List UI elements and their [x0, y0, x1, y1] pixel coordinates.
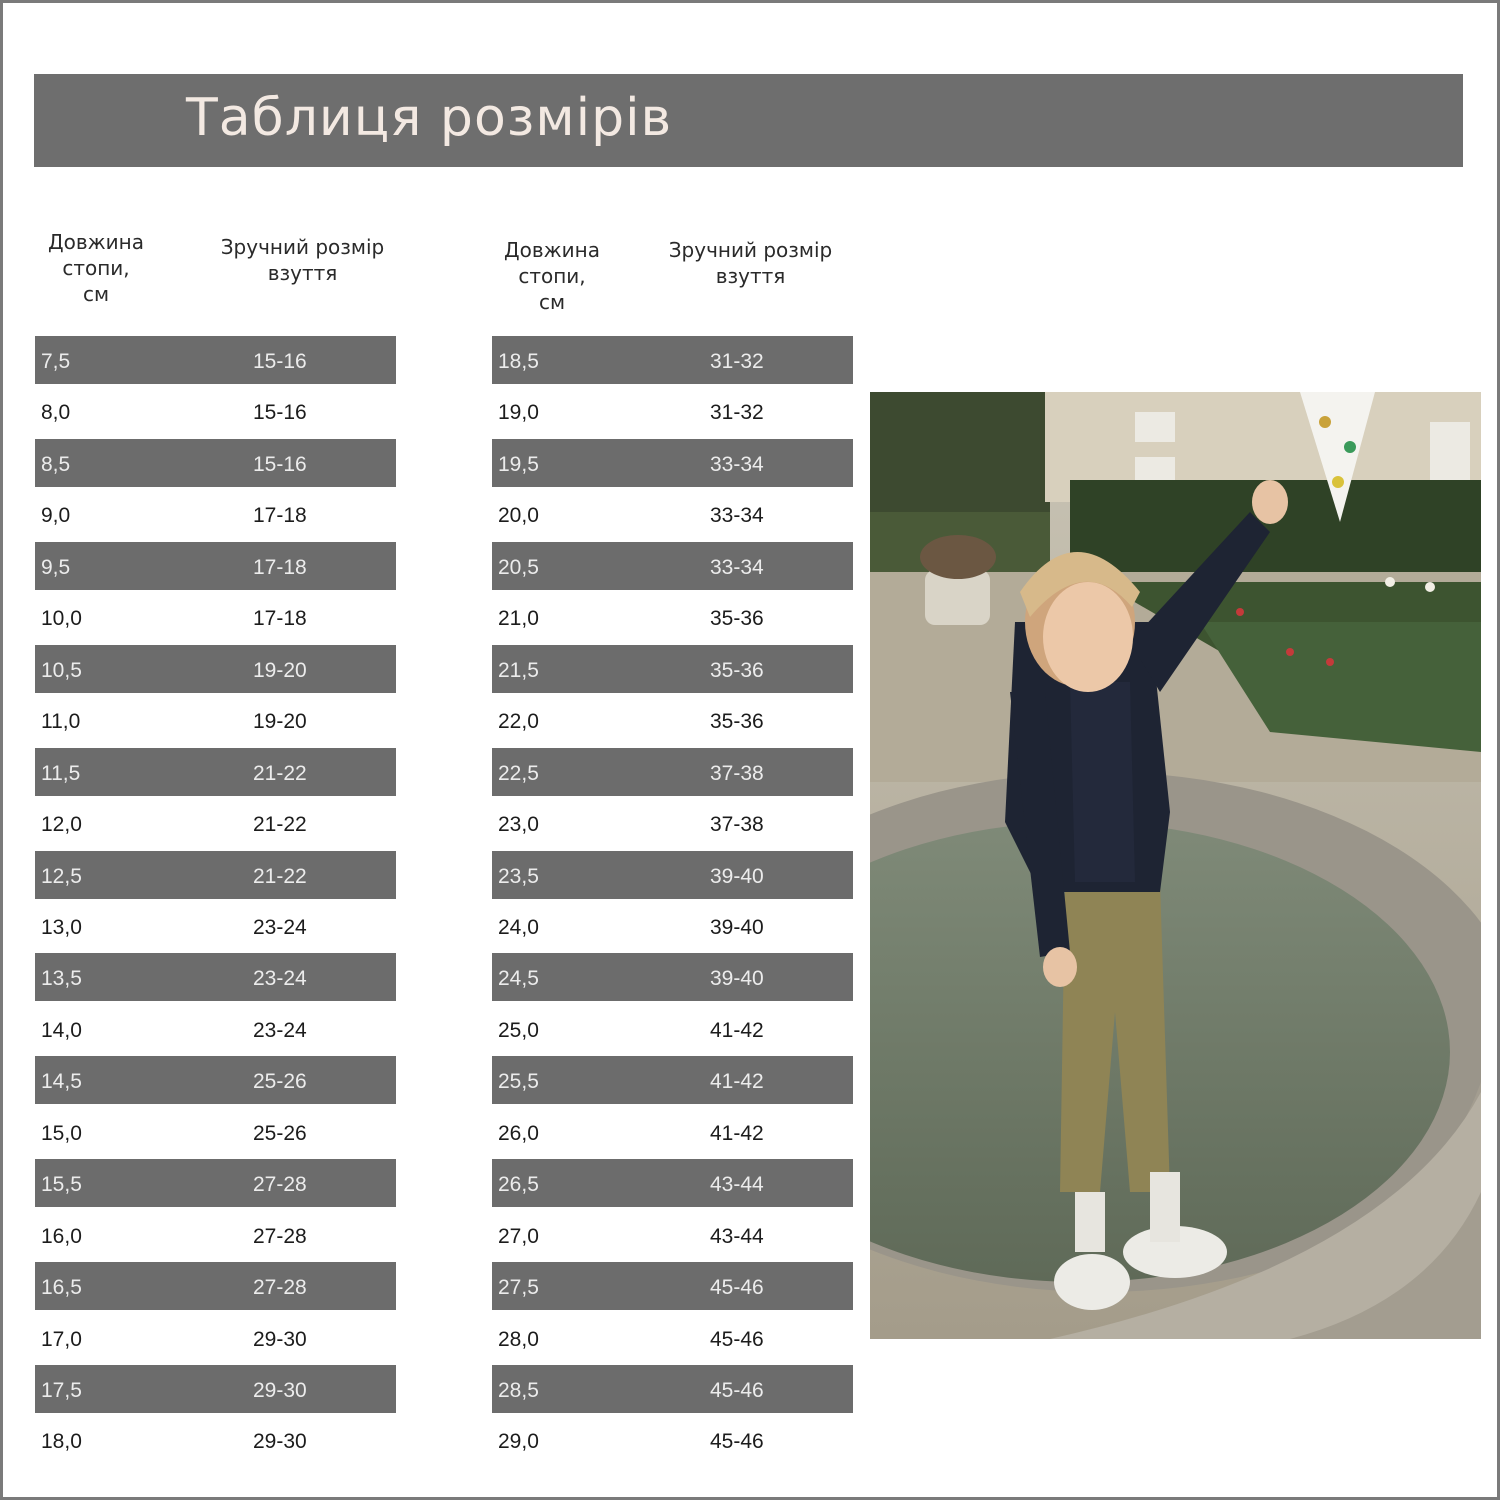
table-row [492, 387, 853, 435]
foot-length-cell: 14,0 [41, 1018, 82, 1042]
shoe-size-cell: 45-46 [710, 1379, 764, 1402]
shoe-size-cell: 15-16 [253, 350, 307, 373]
table-row [492, 953, 853, 1001]
table-row [492, 1365, 853, 1413]
table-row [492, 1056, 853, 1104]
shoe-size-cell: 15-16 [253, 452, 307, 476]
foot-length-cell: 16,5 [41, 1276, 82, 1300]
table-row [492, 1314, 853, 1362]
shoe-size-cell: 39-40 [710, 864, 764, 888]
shoe-size-cell: 27-28 [253, 1224, 307, 1248]
table-row [492, 1211, 853, 1259]
foot-length-cell: 26,5 [498, 1173, 539, 1197]
table-row [35, 387, 396, 435]
shoe-size-cell: 35-36 [710, 607, 764, 631]
table-row [492, 336, 853, 384]
table-row [492, 593, 853, 641]
shoe-size-cell: 17-18 [253, 607, 307, 631]
shoe-size-cell: 37-38 [710, 761, 764, 785]
shoe-size-cell: 39-40 [710, 915, 764, 939]
table-row [492, 490, 853, 538]
foot-length-cell: 24,0 [498, 915, 539, 939]
shoe-size-cell: 31-32 [710, 401, 764, 425]
table-row [35, 851, 396, 899]
foot-length-cell: 17,0 [41, 1327, 82, 1351]
foot-length-cell: 27,0 [498, 1224, 539, 1248]
table-row [35, 439, 396, 487]
table-row [492, 1159, 853, 1207]
table-row [492, 439, 853, 487]
shoe-size-cell: 27-28 [253, 1276, 307, 1300]
table-row [492, 851, 853, 899]
foot-length-cell: 13,5 [41, 967, 82, 991]
foot-length-cell: 21,5 [498, 658, 539, 682]
foot-length-cell: 17,5 [41, 1379, 82, 1402]
table-row [492, 645, 853, 693]
foot-length-cell: 12,0 [41, 813, 82, 837]
table-row [35, 645, 396, 693]
shoe-size-cell: 43-44 [710, 1173, 764, 1197]
shoe-size-cell: 35-36 [710, 658, 764, 682]
header-foot-length-left: Довжина стопи, см [48, 230, 144, 306]
table-row [35, 1262, 396, 1310]
foot-length-cell: 19,5 [498, 452, 539, 476]
table-row [35, 336, 396, 384]
shoe-size-cell: 33-34 [710, 555, 764, 579]
table-row [35, 593, 396, 641]
shoe-size-cell: 41-42 [710, 1121, 764, 1145]
foot-length-cell: 28,5 [498, 1379, 539, 1402]
foot-length-cell: 12,5 [41, 864, 82, 888]
foot-length-cell: 22,5 [498, 761, 539, 785]
shoe-size-cell: 29-30 [253, 1327, 307, 1351]
table-row [35, 696, 396, 744]
header-shoe-size-left: Зручний розмір взуття [220, 235, 385, 285]
shoe-size-cell: 21-22 [253, 813, 307, 837]
foot-length-cell: 28,0 [498, 1327, 539, 1351]
shoe-size-cell: 39-40 [710, 967, 764, 991]
foot-length-cell: 20,5 [498, 555, 539, 579]
shoe-size-cell: 43-44 [710, 1224, 764, 1248]
table-row [35, 490, 396, 538]
shoe-size-cell: 41-42 [710, 1070, 764, 1094]
foot-length-cell: 16,0 [41, 1224, 82, 1248]
table-row [35, 1416, 396, 1464]
shoe-size-cell: 21-22 [253, 864, 307, 888]
foot-length-cell: 9,5 [41, 555, 71, 579]
shoe-size-cell: 23-24 [253, 1018, 307, 1042]
foot-length-cell: 14,5 [41, 1070, 82, 1094]
foot-length-cell: 23,5 [498, 864, 539, 888]
table-row [492, 542, 853, 590]
shoe-size-cell: 41-42 [710, 1018, 764, 1042]
table-row [492, 696, 853, 744]
table-row [35, 1365, 396, 1413]
foot-length-cell: 15,5 [41, 1173, 82, 1197]
table-row [35, 748, 396, 796]
foot-length-cell: 10,0 [41, 607, 82, 631]
foot-length-cell: 19,0 [498, 401, 539, 425]
shoe-size-cell: 45-46 [710, 1430, 764, 1454]
page-title: Таблиця розмірів [186, 88, 673, 148]
table-row [35, 1314, 396, 1362]
foot-length-cell: 10,5 [41, 658, 82, 682]
shoe-size-cell: 23-24 [253, 967, 307, 991]
shoe-size-cell: 15-16 [253, 401, 307, 425]
table-row [492, 1005, 853, 1053]
table-row [35, 953, 396, 1001]
product-photo [870, 392, 1481, 1339]
table-row [492, 799, 853, 847]
foot-length-cell: 29,0 [498, 1430, 539, 1454]
header-foot-length-right: Довжина стопи, см [504, 238, 600, 314]
table-row [492, 1416, 853, 1464]
foot-length-cell: 15,0 [41, 1121, 82, 1145]
shoe-size-cell: 45-46 [710, 1276, 764, 1300]
shoe-size-cell: 29-30 [253, 1379, 307, 1402]
foot-length-cell: 9,0 [41, 504, 71, 528]
table-row [35, 799, 396, 847]
foot-length-cell: 11,5 [41, 761, 81, 785]
table-row [35, 1108, 396, 1156]
foot-length-cell: 8,5 [41, 452, 71, 476]
table-row [492, 1108, 853, 1156]
foot-length-cell: 25,0 [498, 1018, 539, 1042]
shoe-size-cell: 19-20 [253, 710, 307, 734]
shoe-size-cell: 17-18 [253, 504, 307, 528]
shoe-size-cell: 21-22 [253, 761, 307, 785]
shoe-size-cell: 27-28 [253, 1173, 307, 1197]
foot-length-cell: 13,0 [41, 915, 82, 939]
boy-photo-image [870, 392, 1481, 1339]
foot-length-cell: 22,0 [498, 710, 539, 734]
title-banner [34, 74, 1463, 167]
shoe-size-cell: 33-34 [710, 452, 764, 476]
foot-length-cell: 7,5 [41, 350, 71, 373]
foot-length-cell: 8,0 [41, 401, 71, 425]
shoe-size-cell: 23-24 [253, 915, 307, 939]
foot-length-cell: 21,0 [498, 607, 539, 631]
shoe-size-cell: 29-30 [253, 1430, 307, 1454]
foot-length-cell: 18,0 [41, 1430, 82, 1454]
foot-length-cell: 23,0 [498, 813, 539, 837]
table-row [492, 748, 853, 796]
shoe-size-cell: 25-26 [253, 1070, 307, 1094]
shoe-size-cell: 45-46 [710, 1327, 764, 1351]
header-shoe-size-right: Зручний розмір взуття [668, 238, 833, 288]
shoe-size-cell: 17-18 [253, 555, 307, 579]
foot-length-cell: 11,0 [41, 710, 81, 734]
foot-length-cell: 27,5 [498, 1276, 539, 1300]
foot-length-cell: 26,0 [498, 1121, 539, 1145]
table-row [492, 902, 853, 950]
table-row [492, 1262, 853, 1310]
foot-length-cell: 24,5 [498, 967, 539, 991]
shoe-size-cell: 19-20 [253, 658, 307, 682]
table-row [35, 1159, 396, 1207]
shoe-size-cell: 33-34 [710, 504, 764, 528]
table-row [35, 902, 396, 950]
foot-length-cell: 25,5 [498, 1070, 539, 1094]
shoe-size-cell: 35-36 [710, 710, 764, 734]
shoe-size-cell: 31-32 [710, 350, 764, 373]
foot-length-cell: 20,0 [498, 504, 539, 528]
shoe-size-cell: 25-26 [253, 1121, 307, 1145]
table-row [35, 542, 396, 590]
foot-length-cell: 18,5 [498, 350, 539, 373]
shoe-size-cell: 37-38 [710, 813, 764, 837]
table-row [35, 1005, 396, 1053]
table-row [35, 1211, 396, 1259]
table-row [35, 1056, 396, 1104]
